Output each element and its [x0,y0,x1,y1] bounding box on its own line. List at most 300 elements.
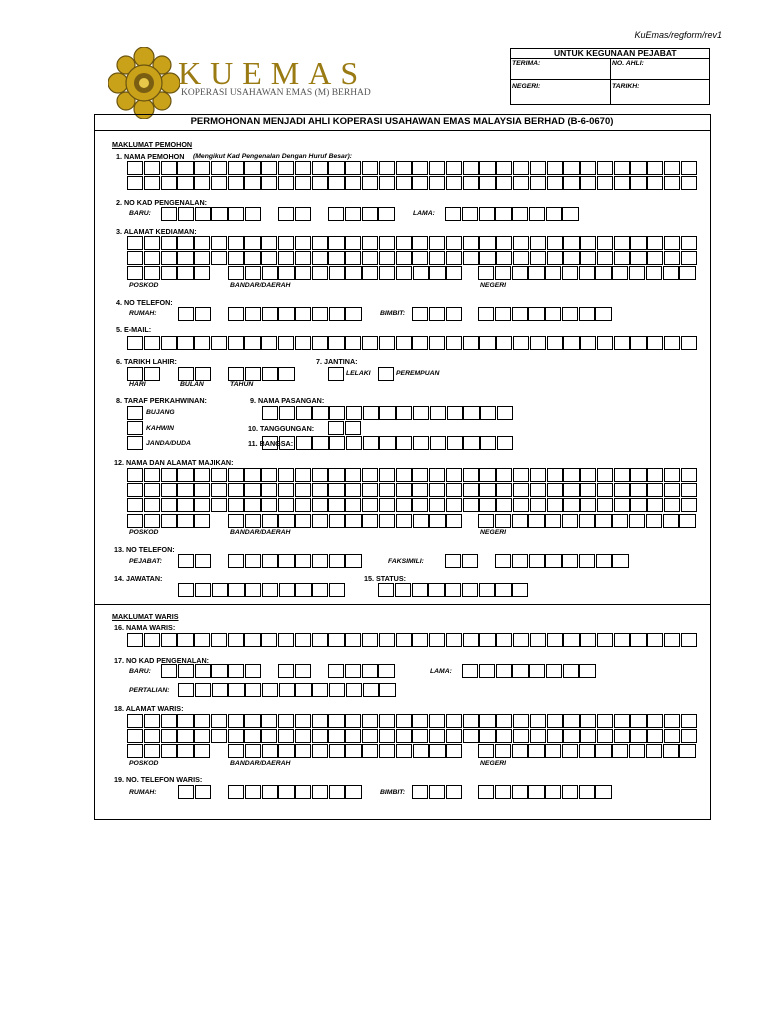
char-cell[interactable] [463,161,479,175]
char-cell[interactable] [194,498,210,512]
char-cell[interactable] [530,468,546,482]
char-cell[interactable] [362,498,378,512]
char-cell[interactable] [612,514,628,528]
char-cell[interactable] [144,236,160,250]
char-cell[interactable] [429,236,445,250]
char-cell[interactable] [211,236,227,250]
heir-ic-new-part3[interactable] [328,664,395,678]
char-cell[interactable] [161,744,177,758]
char-cell[interactable] [447,436,463,450]
char-cell[interactable] [312,744,328,758]
char-cell[interactable] [445,583,461,597]
char-cell[interactable] [144,483,160,497]
char-cell[interactable] [446,785,462,799]
char-cell[interactable] [245,514,261,528]
char-cell[interactable] [362,176,378,190]
char-cell[interactable] [428,583,444,597]
char-cell[interactable] [664,468,680,482]
char-cell[interactable] [177,729,193,743]
char-cell[interactable] [530,483,546,497]
char-cell[interactable] [161,176,177,190]
char-cell[interactable] [681,498,697,512]
char-cell[interactable] [563,483,579,497]
char-cell[interactable] [681,336,697,350]
char-cell[interactable] [412,785,428,799]
char-cell[interactable] [664,729,680,743]
char-cell[interactable] [177,236,193,250]
char-cell[interactable] [177,714,193,728]
char-cell[interactable] [362,633,378,647]
char-cell[interactable] [345,498,361,512]
char-cell[interactable] [479,251,495,265]
char-cell[interactable] [462,554,478,568]
char-cell[interactable] [463,633,479,647]
char-cell[interactable] [228,207,244,221]
char-cell[interactable] [614,251,630,265]
char-cell[interactable] [495,785,511,799]
char-cell[interactable] [580,176,596,190]
char-cell[interactable] [512,785,528,799]
char-cell[interactable] [312,498,328,512]
char-cell[interactable] [345,714,361,728]
char-cell[interactable] [345,161,361,175]
char-cell[interactable] [630,633,646,647]
char-cell[interactable] [681,251,697,265]
relationship-boxes[interactable] [178,683,396,697]
char-cell[interactable] [245,266,261,280]
char-cell[interactable] [177,633,193,647]
char-cell[interactable] [379,683,395,697]
char-cell[interactable] [528,307,544,321]
char-cell[interactable] [329,583,345,597]
char-cell[interactable] [312,714,328,728]
char-cell[interactable] [362,483,378,497]
char-cell[interactable] [513,176,529,190]
ic-new-part2[interactable] [278,207,312,221]
char-cell[interactable] [245,683,261,697]
char-cell[interactable] [177,336,193,350]
mobile-number[interactable] [478,307,612,321]
char-cell[interactable] [144,744,160,758]
char-cell[interactable] [295,266,311,280]
char-cell[interactable] [245,664,261,678]
char-cell[interactable] [614,161,630,175]
char-cell[interactable] [278,336,294,350]
char-cell[interactable] [127,251,143,265]
char-cell[interactable] [647,729,663,743]
char-cell[interactable] [161,714,177,728]
char-cell[interactable] [663,514,679,528]
char-cell[interactable] [161,729,177,743]
char-cell[interactable] [446,266,462,280]
char-cell[interactable] [479,714,495,728]
char-cell[interactable] [295,236,311,250]
heir-home-prefix[interactable] [178,785,212,799]
char-cell[interactable] [629,744,645,758]
char-cell[interactable] [547,468,563,482]
char-cell[interactable] [563,236,579,250]
char-cell[interactable] [144,714,160,728]
char-cell[interactable] [228,744,244,758]
char-cell[interactable] [345,785,361,799]
char-cell[interactable] [211,207,227,221]
char-cell[interactable] [279,683,295,697]
char-cell[interactable] [664,251,680,265]
char-cell[interactable] [446,744,462,758]
char-cell[interactable] [194,161,210,175]
char-cell[interactable] [547,176,563,190]
char-cell[interactable] [528,266,544,280]
char-cell[interactable] [446,498,462,512]
char-cell[interactable] [679,266,695,280]
char-cell[interactable] [614,633,630,647]
char-cell[interactable] [379,729,395,743]
char-cell[interactable] [363,436,379,450]
char-cell[interactable] [363,683,379,697]
heir-ic-new-part2[interactable] [278,664,312,678]
char-cell[interactable] [479,468,495,482]
char-cell[interactable] [312,583,328,597]
char-cell[interactable] [679,514,695,528]
char-cell[interactable] [161,266,177,280]
char-cell[interactable] [396,498,412,512]
char-cell[interactable] [161,483,177,497]
char-cell[interactable] [261,161,277,175]
char-cell[interactable] [479,483,495,497]
char-cell[interactable] [295,336,311,350]
bandar-boxes[interactable] [228,266,463,280]
spouse-name-boxes[interactable] [262,406,514,420]
char-cell[interactable] [395,583,411,597]
char-cell[interactable] [412,161,428,175]
office-phone-number[interactable] [228,554,362,568]
heir-mobile-number[interactable] [478,785,612,799]
char-cell[interactable] [144,468,160,482]
char-cell[interactable] [312,468,328,482]
char-cell[interactable] [529,207,545,221]
char-cell[interactable] [446,336,462,350]
char-cell[interactable] [244,176,260,190]
char-cell[interactable] [479,207,495,221]
char-cell[interactable] [512,307,528,321]
char-cell[interactable] [614,336,630,350]
char-cell[interactable] [580,498,596,512]
char-cell[interactable] [463,436,479,450]
char-cell[interactable] [379,498,395,512]
char-cell[interactable] [345,514,361,528]
char-cell[interactable] [127,744,143,758]
char-cell[interactable] [614,236,630,250]
char-cell[interactable] [496,483,512,497]
char-cell[interactable] [513,498,529,512]
char-cell[interactable] [396,633,412,647]
char-cell[interactable] [278,468,294,482]
char-cell[interactable] [579,307,595,321]
char-cell[interactable] [446,633,462,647]
char-cell[interactable] [614,483,630,497]
char-cell[interactable] [497,436,513,450]
char-cell[interactable] [278,367,294,381]
char-cell[interactable] [177,514,193,528]
char-cell[interactable] [429,161,445,175]
char-cell[interactable] [261,336,277,350]
char-cell[interactable] [529,664,545,678]
char-cell[interactable] [446,251,462,265]
char-cell[interactable] [228,251,244,265]
char-cell[interactable] [597,714,613,728]
char-cell[interactable] [412,714,428,728]
char-cell[interactable] [345,633,361,647]
janda-checkbox[interactable] [127,436,143,450]
char-cell[interactable] [312,683,328,697]
char-cell[interactable] [262,266,278,280]
char-cell[interactable] [329,514,345,528]
char-cell[interactable] [329,406,345,420]
char-cell[interactable] [328,714,344,728]
char-cell[interactable] [211,176,227,190]
char-cell[interactable] [295,468,311,482]
char-cell[interactable] [396,483,412,497]
char-cell[interactable] [312,785,328,799]
char-cell[interactable] [664,336,680,350]
home-phone-number[interactable] [228,307,362,321]
char-cell[interactable] [547,236,563,250]
char-cell[interactable] [362,514,378,528]
status-boxes[interactable] [378,583,529,597]
char-cell[interactable] [328,251,344,265]
char-cell[interactable] [396,266,412,280]
char-cell[interactable] [562,307,578,321]
char-cell[interactable] [345,251,361,265]
char-cell[interactable] [479,633,495,647]
char-cell[interactable] [664,483,680,497]
char-cell[interactable] [463,176,479,190]
char-cell[interactable] [412,307,428,321]
char-cell[interactable] [530,251,546,265]
char-cell[interactable] [396,468,412,482]
char-cell[interactable] [177,251,193,265]
char-cell[interactable] [496,251,512,265]
char-cell[interactable] [161,161,177,175]
char-cell[interactable] [546,207,562,221]
char-cell[interactable] [664,498,680,512]
char-cell[interactable] [228,498,244,512]
char-cell[interactable] [362,744,378,758]
char-cell[interactable] [211,251,227,265]
char-cell[interactable] [295,664,311,678]
employer-poskod-boxes[interactable] [127,514,211,528]
heir-name-boxes[interactable] [127,633,698,647]
char-cell[interactable] [278,161,294,175]
char-cell[interactable] [312,176,328,190]
char-cell[interactable] [630,498,646,512]
char-cell[interactable] [463,236,479,250]
char-cell[interactable] [563,161,579,175]
char-cell[interactable] [328,468,344,482]
char-cell[interactable] [195,367,211,381]
char-cell[interactable] [329,266,345,280]
char-cell[interactable] [379,266,395,280]
char-cell[interactable] [379,483,395,497]
char-cell[interactable] [328,236,344,250]
char-cell[interactable] [345,176,361,190]
char-cell[interactable] [463,483,479,497]
char-cell[interactable] [630,336,646,350]
char-cell[interactable] [144,633,160,647]
char-cell[interactable] [329,307,345,321]
char-cell[interactable] [412,236,428,250]
char-cell[interactable] [630,729,646,743]
char-cell[interactable] [413,406,429,420]
char-cell[interactable] [396,176,412,190]
char-cell[interactable] [228,714,244,728]
char-cell[interactable] [362,714,378,728]
char-cell[interactable] [362,236,378,250]
char-cell[interactable] [563,633,579,647]
char-cell[interactable] [178,307,194,321]
char-cell[interactable] [329,785,345,799]
char-cell[interactable] [580,251,596,265]
char-cell[interactable] [195,583,211,597]
char-cell[interactable] [664,236,680,250]
char-cell[interactable] [328,498,344,512]
char-cell[interactable] [646,744,662,758]
char-cell[interactable] [612,266,628,280]
char-cell[interactable] [463,251,479,265]
char-cell[interactable] [479,336,495,350]
char-cell[interactable] [546,664,562,678]
char-cell[interactable] [262,307,278,321]
char-cell[interactable] [579,664,595,678]
char-cell[interactable] [595,785,611,799]
char-cell[interactable] [579,554,595,568]
char-cell[interactable] [244,483,260,497]
char-cell[interactable] [530,714,546,728]
char-cell[interactable] [563,729,579,743]
char-cell[interactable] [211,468,227,482]
char-cell[interactable] [228,554,244,568]
char-cell[interactable] [345,266,361,280]
char-cell[interactable] [497,406,513,420]
char-cell[interactable] [562,266,578,280]
char-cell[interactable] [378,664,394,678]
char-cell[interactable] [328,176,344,190]
char-cell[interactable] [597,729,613,743]
char-cell[interactable] [580,729,596,743]
char-cell[interactable] [177,483,193,497]
char-cell[interactable] [312,554,328,568]
char-cell[interactable] [664,161,680,175]
char-cell[interactable] [446,161,462,175]
heir-ic-old[interactable] [462,664,596,678]
char-cell[interactable] [396,744,412,758]
char-cell[interactable] [211,498,227,512]
char-cell[interactable] [127,236,143,250]
char-cell[interactable] [211,729,227,743]
char-cell[interactable] [362,664,378,678]
char-cell[interactable] [379,744,395,758]
char-cell[interactable] [429,744,445,758]
char-cell[interactable] [362,468,378,482]
char-cell[interactable] [580,714,596,728]
char-cell[interactable] [228,266,244,280]
char-cell[interactable] [630,251,646,265]
char-cell[interactable] [597,498,613,512]
char-cell[interactable] [647,236,663,250]
char-cell[interactable] [547,336,563,350]
char-cell[interactable] [211,633,227,647]
char-cell[interactable] [362,161,378,175]
char-cell[interactable] [161,236,177,250]
char-cell[interactable] [379,336,395,350]
char-cell[interactable] [479,583,495,597]
char-cell[interactable] [278,514,294,528]
char-cell[interactable] [630,161,646,175]
char-cell[interactable] [512,266,528,280]
char-cell[interactable] [429,498,445,512]
char-cell[interactable] [228,633,244,647]
char-cell[interactable] [579,514,595,528]
char-cell[interactable] [429,266,445,280]
heir-address-row-1[interactable] [127,714,698,728]
negeri-boxes[interactable] [478,266,696,280]
char-cell[interactable] [478,785,494,799]
char-cell[interactable] [563,714,579,728]
char-cell[interactable] [194,729,210,743]
ic-new-part1[interactable] [161,207,262,221]
char-cell[interactable] [478,266,494,280]
char-cell[interactable] [445,554,461,568]
char-cell[interactable] [262,367,278,381]
poskod-boxes[interactable] [127,266,211,280]
char-cell[interactable] [278,744,294,758]
char-cell[interactable] [194,468,210,482]
char-cell[interactable] [513,251,529,265]
char-cell[interactable] [579,744,595,758]
char-cell[interactable] [278,251,294,265]
char-cell[interactable] [178,367,194,381]
char-cell[interactable] [362,207,378,221]
char-cell[interactable] [547,498,563,512]
char-cell[interactable] [362,336,378,350]
char-cell[interactable] [512,514,528,528]
char-cell[interactable] [478,307,494,321]
char-cell[interactable] [647,161,663,175]
char-cell[interactable] [345,421,361,435]
char-cell[interactable] [462,207,478,221]
char-cell[interactable] [295,251,311,265]
perempuan-checkbox[interactable] [378,367,394,381]
char-cell[interactable] [630,236,646,250]
char-cell[interactable] [530,498,546,512]
char-cell[interactable] [295,176,311,190]
char-cell[interactable] [495,583,511,597]
char-cell[interactable] [328,421,344,435]
char-cell[interactable] [396,236,412,250]
char-cell[interactable] [630,176,646,190]
char-cell[interactable] [429,714,445,728]
char-cell[interactable] [228,367,244,381]
heir-mobile-prefix[interactable] [412,785,462,799]
char-cell[interactable] [278,207,294,221]
char-cell[interactable] [480,436,496,450]
char-cell[interactable] [228,664,244,678]
char-cell[interactable] [279,406,295,420]
char-cell[interactable] [413,436,429,450]
char-cell[interactable] [194,483,210,497]
char-cell[interactable] [278,714,294,728]
char-cell[interactable] [295,714,311,728]
